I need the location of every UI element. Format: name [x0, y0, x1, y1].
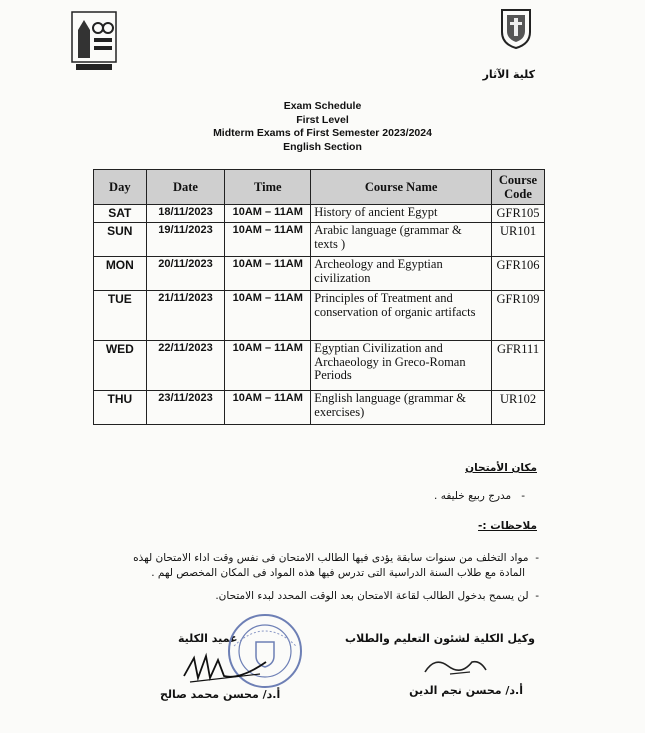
cell-time: 10AM – 11AM: [225, 205, 311, 223]
cell-date: 23/11/2023: [146, 391, 225, 425]
cell-time: 10AM – 11AM: [225, 341, 311, 391]
cell-date: 19/11/2023: [146, 223, 225, 257]
cell-code: GFR111: [492, 341, 545, 391]
note-1-line-1: مواد التخلف من سنوات سابقة يؤدى فيها الطالب الامتحان فى نفس وقت اداء الامتحان لهذه: [133, 552, 529, 564]
cell-code: UR102: [492, 391, 545, 425]
table-header-row: [94, 170, 545, 205]
cell-time: 10AM – 11AM: [225, 291, 311, 341]
cell-code: GFR106: [492, 257, 545, 291]
header-time: Time: [225, 170, 311, 205]
cell-time: 10AM – 11AM: [225, 257, 311, 291]
note-2-text: لن يسمح بدخول الطالب لقاعة الامتحان بعد الوقت المحدد لبدء الامتحان.: [215, 590, 529, 602]
cell-time: 10AM – 11AM: [225, 391, 311, 425]
header-date: Date: [146, 170, 225, 205]
cell-day: TUE: [94, 291, 147, 341]
faculty-crest: [498, 6, 534, 50]
cell-course: Egyptian Civilization and Archaeology in Greco-Roman Periods: [311, 341, 492, 391]
bullet-dash: -: [528, 590, 539, 602]
cell-code: GFR105: [492, 205, 545, 223]
bullet-dash: -: [528, 552, 539, 564]
location-text: مدرج ربيع خليفه .: [434, 490, 512, 502]
bullet-dash: -: [511, 490, 525, 502]
table-row: [94, 291, 545, 341]
exam-schedule-table: [93, 169, 545, 425]
table-row: [94, 223, 545, 257]
heading-line-2: First Level: [296, 113, 349, 126]
heading-line-4: English Section: [283, 140, 362, 153]
cell-date: 18/11/2023: [146, 205, 225, 223]
cell-day: MON: [94, 257, 147, 291]
vice-dean-title: وكيل الكلية لشئون التعليم والطلاب: [345, 632, 535, 645]
header-day: Day: [94, 170, 147, 205]
cell-day: SUN: [94, 223, 147, 257]
cell-date: 20/11/2023: [146, 257, 225, 291]
cell-day: WED: [94, 341, 147, 391]
cell-code: GFR109: [492, 291, 545, 341]
table-row: [94, 341, 545, 391]
notes-title: ملاحظات :-: [478, 520, 537, 532]
cell-code: UR101: [492, 223, 545, 257]
heading-line-1: Exam Schedule: [283, 100, 362, 112]
note-1-line-2: المادة مع طلاب السنة الدراسية التى تدرس فيها هذه المواد فى المكان المخصص لهم .: [151, 567, 525, 579]
cell-course: History of ancient Egypt: [311, 205, 492, 223]
faculty-name: كلية الآثار: [482, 68, 535, 81]
schedule-heading: [0, 100, 645, 154]
vice-dean-signature: [420, 652, 490, 680]
location-title: مكان الأمتحان: [465, 462, 537, 474]
dean-title: عميد الكلية: [178, 632, 238, 645]
table-row: [94, 257, 545, 291]
vice-dean-name: أ.د/ محسن نجم الدين: [409, 684, 523, 697]
cell-day: THU: [94, 391, 147, 425]
cell-course: Principles of Treatment and conservation of organic artifacts: [311, 291, 492, 341]
dean-name: أ.د/ محسن محمد صالح: [160, 688, 281, 701]
dean-signature: [180, 650, 270, 686]
cell-date: 21/11/2023: [146, 291, 225, 341]
cell-time: 10AM – 11AM: [225, 223, 311, 257]
cell-course: Arabic language (grammar & texts ): [311, 223, 492, 257]
cell-course: Archeology and Egyptian civilization: [311, 257, 492, 291]
cell-course: English language (grammar & exercises): [311, 391, 492, 425]
cell-day: SAT: [94, 205, 147, 223]
cell-date: 22/11/2023: [146, 341, 225, 391]
header-course-code: Course Code: [492, 170, 545, 205]
table-row: [94, 205, 545, 223]
location-item: [434, 490, 525, 502]
table-row: [94, 391, 545, 425]
note-item-1: [99, 552, 539, 579]
note-item-2: [215, 590, 539, 602]
header-course-name: Course Name: [311, 170, 492, 205]
university-logo: [70, 10, 118, 72]
heading-line-3: Midterm Exams of First Semester 2023/2024: [213, 127, 432, 139]
